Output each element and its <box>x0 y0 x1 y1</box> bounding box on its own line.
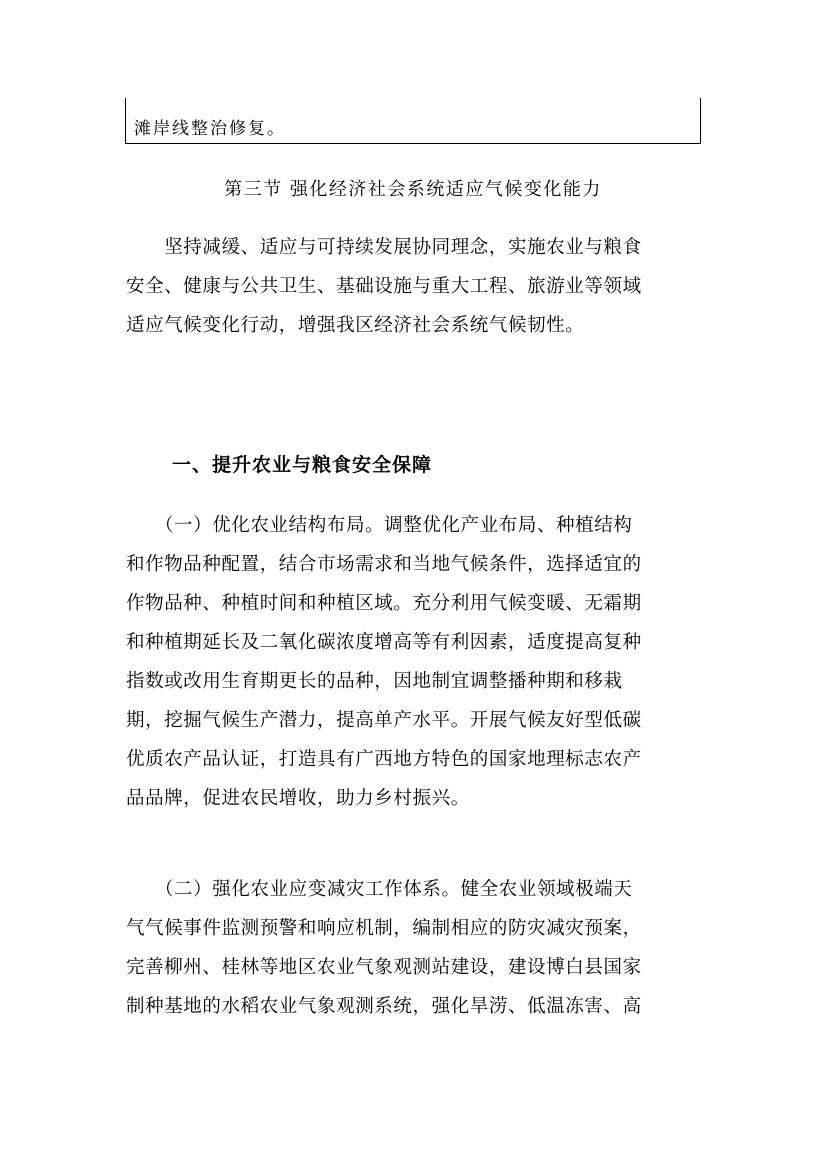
paragraph-line: 期，挖掘气候生产潜力，提高单产水平。开展气候友好型低碳 <box>126 710 642 731</box>
box-text: 滩岸线整治修复。 <box>134 119 286 139</box>
paragraph-line: 制种基地的水稻农业气象观测系统，强化旱涝、低温冻害、高 <box>126 996 642 1017</box>
paragraph-line: 优质农产品认证，打造具有广西地方特色的国家地理标志农产 <box>126 749 642 770</box>
paragraph-line: 作物品种、种植时间和种植区域。充分利用气候变暖、无霜期 <box>126 593 642 614</box>
paragraph-disaster-reduction <box>126 870 706 1026</box>
paragraph-line: （二）强化农业应变减灾工作体系。健全农业领域极端天 <box>126 879 633 900</box>
intro-line: 坚持减缓、适应与可持续发展协同理念，实施农业与粮食 <box>126 237 642 258</box>
paragraph-line: 气气候事件监测预警和响应机制，编制相应的防灾减灾预案， <box>126 918 642 939</box>
paragraph-line: 品品牌，促进农民增收，助力乡村振兴。 <box>126 788 470 809</box>
intro-line: 安全、健康与公共卫生、基础设施与重大工程、旅游业等领域 <box>126 276 642 297</box>
heading-agriculture: 一、提升农业与粮食安全保障 <box>172 454 433 476</box>
paragraph-line: （一）优化农业结构布局。调整优化产业布局、种植结构 <box>126 515 633 536</box>
continued-text-box <box>125 98 701 144</box>
paragraph-structure-layout <box>126 506 706 818</box>
paragraph-line: 和种植期延长及二氧化碳浓度增高等有利因素，适度提高复种 <box>126 632 642 653</box>
paragraph-line: 和作物品种配置，结合市场需求和当地气候条件，选择适宜的 <box>126 554 642 575</box>
intro-paragraph <box>126 228 706 345</box>
section-title: 第三节 强化经济社会系统适应气候变化能力 <box>224 179 602 200</box>
paragraph-line: 指数或改用生育期更长的品种，因地制宜调整播种期和移栽 <box>126 671 623 692</box>
paragraph-line: 完善柳州、桂林等地区农业气象观测站建设，建设博白县国家 <box>126 957 642 978</box>
intro-line: 适应气候变化行动，增强我区经济社会系统气候韧性。 <box>126 315 585 336</box>
